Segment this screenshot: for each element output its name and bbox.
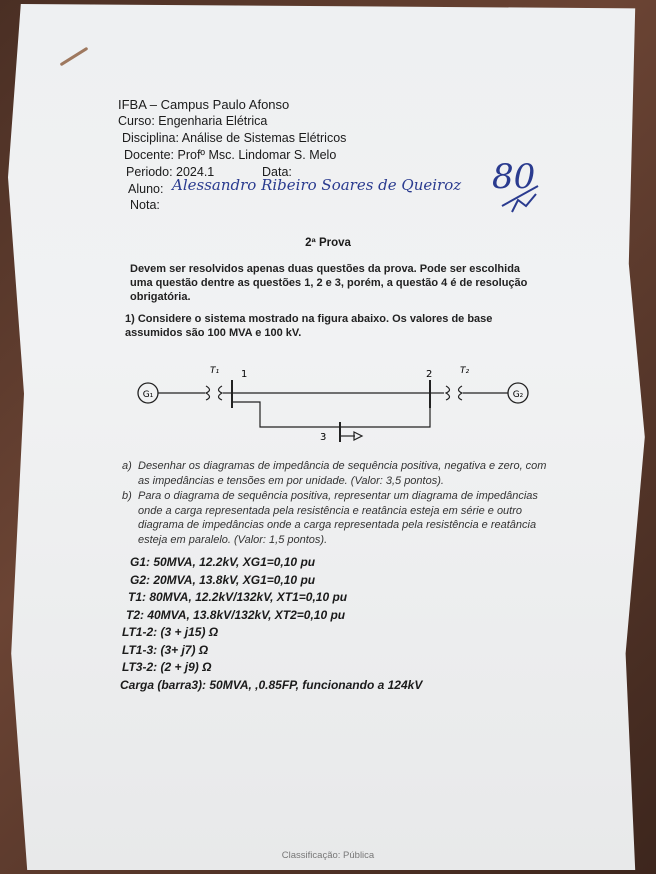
- transformer-t2-symbol: [446, 366, 469, 400]
- item-b: b) Para o diagrama de sequência positiva, representar um diagrama de impedâncias onde a carga representada pela resistência e reatância esteja em série e outro diagrama de impedâncias onde a carga representada pela resistência e reatância esteja em paralelo. (Valor: 1,5 pontos).: [122, 490, 538, 546]
- bus-2-label: 2: [426, 369, 433, 380]
- date-label: Data:: [262, 165, 292, 179]
- data-lt12: LT1-2: (3 + j15) Ω: [122, 625, 219, 639]
- grade-value: 80: [492, 157, 536, 197]
- institution: IFBA – Campus Paulo Afonso: [118, 97, 290, 112]
- t1-label: T₁: [210, 366, 220, 376]
- instructions: Devem ser resolvidos apenas duas questões da prova. Pode ser escolhida uma questão dentre as questões 1, 2 e 3, porém, a questão 4 é de resolução obrigatória.: [130, 263, 528, 303]
- question-1-text: 1) Considere o sistema mostrado na figura abaixo. Os valores de base assumidos são 100 MVA e 100 kV.: [125, 313, 493, 339]
- g2-label: G₂: [512, 390, 524, 400]
- teacher: Docente: Profº Msc. Lindomar S. Melo: [124, 148, 337, 162]
- data-load: Carga (barra3): 50MVA, ,0.85FP, funcionando a 124kV: [120, 677, 423, 692]
- bus-3-label: 3: [320, 432, 327, 443]
- data-lt32: LT3-2: (2 + j9) Ω: [122, 660, 212, 674]
- item-a: a) Desenhar os diagramas de impedância de sequência positiva, negativa e zero, com as impedâncias e tensões em por unidade. (Valor: 3,5 pontos).: [122, 460, 547, 487]
- grade-label: Nota:: [130, 198, 160, 212]
- data-g1: G1: 50MVA, 12.2kV, XG1=0,10 pu: [130, 555, 316, 569]
- student-name: Alessandro Ribeiro Soares de Queiroz: [172, 176, 462, 194]
- data-t2: T2: 40MVA, 13.8kV/132kV, XT2=0,10 pu: [126, 607, 346, 622]
- one-line-diagram: [130, 362, 540, 452]
- handwritten-grade: [488, 150, 548, 220]
- generator-g2-symbol: [508, 383, 528, 403]
- question-1-items: [122, 459, 552, 548]
- generator-g1-symbol: [138, 383, 158, 403]
- data-t1: T1: 80MVA, 12.2kV/132kV, XT1=0,10 pu: [128, 590, 348, 604]
- discipline: Disciplina: Análise de Sistemas Elétricos: [122, 131, 347, 145]
- t2-label: T₂: [460, 366, 470, 376]
- data-lt13: LT1-3: (3+ j7) Ω: [122, 642, 209, 657]
- bus-1-label: 1: [241, 369, 248, 380]
- line-1-3: [232, 402, 340, 427]
- exam-title: 2ª Prova: [305, 237, 351, 249]
- system-data: [120, 554, 422, 694]
- period: Periodo: 2024.1: [126, 165, 215, 179]
- student-label: Aluno:: [128, 182, 164, 196]
- g1-label: G₁: [142, 390, 154, 400]
- classification-footer: Classificação: Pública: [281, 850, 375, 861]
- data-g2: G2: 20MVA, 13.8kV, XG1=0,10 pu: [130, 572, 316, 587]
- transformer-t1-symbol: [206, 366, 222, 400]
- line-3-2: [340, 402, 430, 427]
- course: Curso: Engenharia Elétrica: [118, 114, 268, 128]
- load-arrow: [354, 432, 362, 440]
